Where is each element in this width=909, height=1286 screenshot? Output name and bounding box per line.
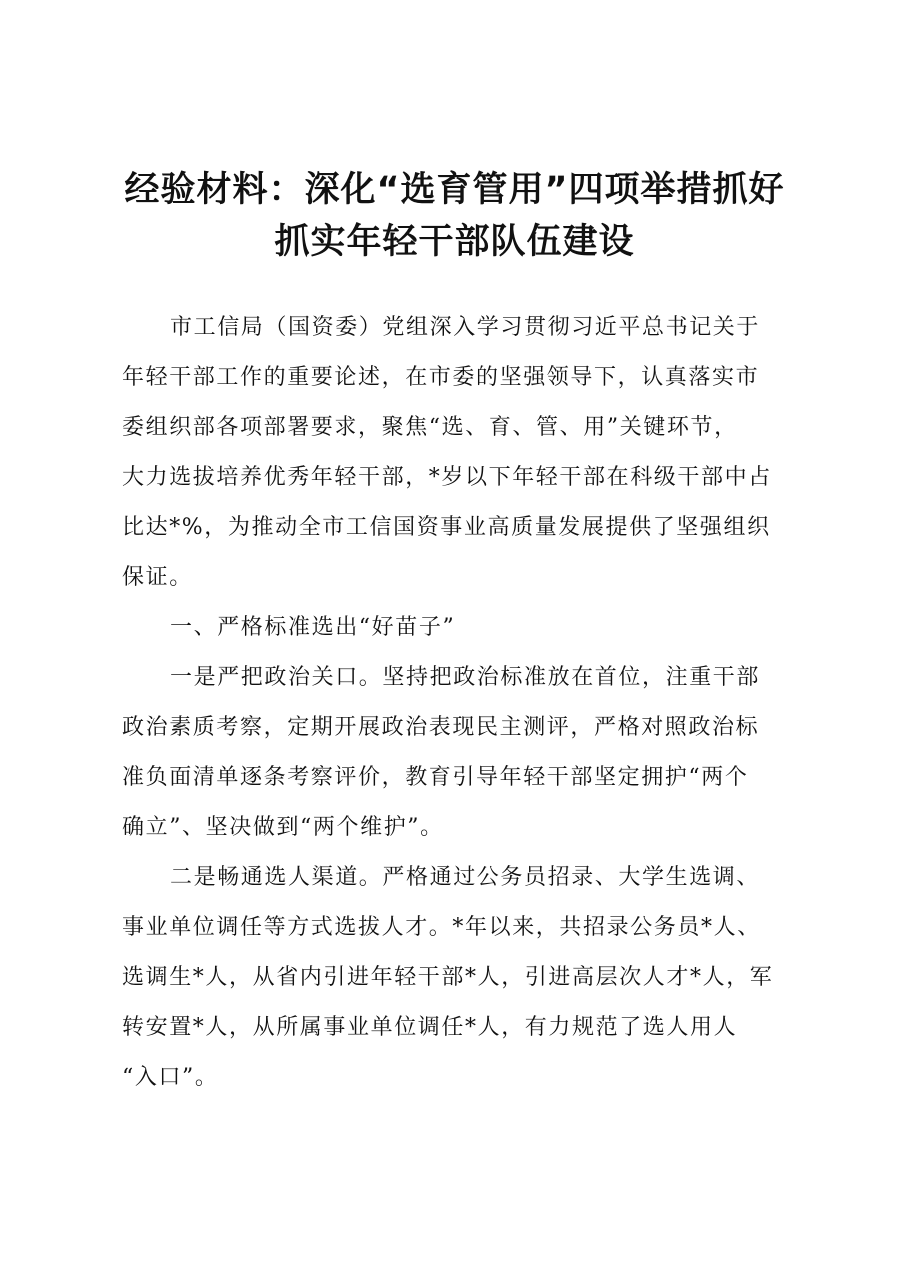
paragraph-intro-line-4: 大力选拔培养优秀年轻干部，*岁以下年轻干部在科级干部中占 [122,465,772,490]
paragraph-1-line-1: 一是严把政治关口。坚持把政治标准放在首位，注重干部 [170,665,761,690]
paragraph-1-line-2: 政治素质考察，定期开展政治表现民主测评，严格对照政治标 [122,715,760,740]
paragraph-2-line-5: “入口”。 [122,1065,219,1090]
document-title-line-2: 抓实年轻干部队伍建设 [274,222,635,262]
section-heading-1: 一、严格标准选出“好苗子” [170,615,456,640]
paragraph-intro-line-6: 保证。 [122,565,193,590]
paragraph-2-line-4: 转安置*人，从所属事业单位调任*人，有力规范了选人用人 [122,1015,738,1040]
paragraph-2-line-1: 二是畅通选人渠道。严格通过公务员招录、大学生选调、 [170,865,761,890]
paragraph-intro-line-2: 年轻干部工作的重要论述，在市委的坚强领导下，认真落实市 [122,365,760,390]
document-title-line-1: 经验材料：深化“选育管用”四项举措抓好 [124,170,785,210]
paragraph-intro-line-3: 委组织部各项部署要求，聚焦“选、育、管、用”关键环节， [122,415,738,440]
paragraph-1-line-3: 准负面清单逐条考察评价，教育引导年轻干部坚定拥护“两个 [122,765,749,790]
paragraph-1-line-4: 确立”、坚决做到“两个维护”。 [122,815,444,840]
paragraph-2-line-3: 选调生*人，从省内引进年轻干部*人，引进高层次人才*人，军 [122,965,774,990]
paragraph-2-line-2: 事业单位调任等方式选拔人才。*年以来，共招录公务员*人、 [122,915,761,940]
paragraph-intro-line-1: 市工信局（国资委）党组深入学习贯彻习近平总书记关于 [170,315,761,340]
paragraph-intro-line-5: 比达*%，为推动全市工信国资事业高质量发展提供了坚强组织 [122,515,771,540]
